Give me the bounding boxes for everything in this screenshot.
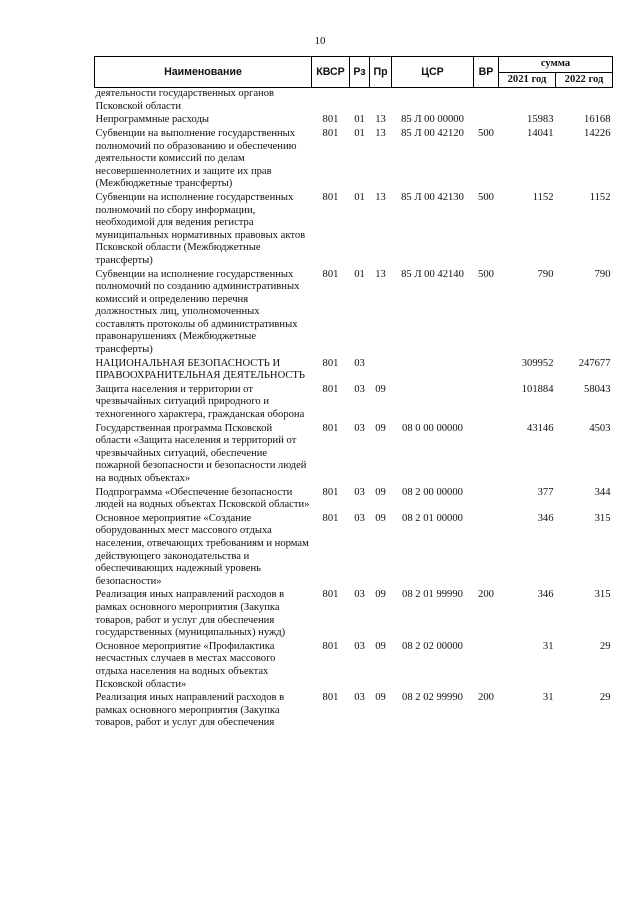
row-csr: 08 2 01 99990 [402, 589, 463, 601]
row-name: Основное мероприятие «Создание оборудованных мест массового отдыха населения, отвечающих требованиям и нормам действующего законодательства и обеспечивающих надежный уровень безопасности» [95, 512, 309, 587]
row-name: Субвенции на исполнение государственных полномочий по созданию административных комиссий и определению перечня должностных лиц, уполномоченных составлять протоколы об административных правонарушениях (Межбюджетные трансферты) [95, 268, 300, 356]
header-csr: ЦСР [392, 57, 474, 88]
row-sum-2022: 14226 [584, 127, 611, 139]
row-kvsr: 801 [322, 422, 339, 434]
table-row [95, 641, 613, 692]
row-pr [370, 358, 392, 384]
row-kvsr: 801 [322, 383, 339, 395]
table-row [95, 423, 613, 487]
table-row [95, 513, 613, 590]
row-pr: 09 [375, 512, 386, 524]
row-rz: 01 [354, 114, 365, 126]
row-sum-2021: 14041 [527, 127, 554, 139]
table-row [95, 192, 613, 269]
row-rz: 01 [354, 268, 365, 280]
row-vr [474, 487, 499, 513]
row-kvsr: 801 [322, 114, 339, 126]
header-rz: Рз [350, 57, 370, 88]
header-vr: ВР [474, 57, 499, 88]
row-pr [370, 88, 392, 115]
page-number: 10 [314, 35, 326, 47]
header-year-2022: 2022 год [556, 72, 613, 88]
header-year-2021: 2021 год [499, 72, 556, 88]
row-name: деятельности государственных органов Псковской области [95, 88, 275, 112]
row-sum-2022: 16168 [584, 114, 611, 126]
row-vr: 200 [478, 692, 494, 704]
header-sum: сумма [499, 57, 613, 73]
row-rz: 03 [354, 692, 365, 704]
row-sum-2021: 43146 [527, 422, 554, 434]
row-rz: 03 [354, 486, 365, 498]
row-sum-2022: 1152 [589, 191, 611, 203]
row-name: Государственная программа Псковской области «Защита населения и территорий от чрезвычайных ситуаций, обеспечение пожарной безопасности и безопасности людей на водных объектах» [95, 422, 307, 484]
row-sum-2021: 346 [537, 512, 554, 524]
row-vr [474, 114, 499, 128]
row-vr [474, 88, 499, 115]
row-sum-2022: 58043 [584, 383, 611, 395]
row-kvsr: 801 [322, 486, 339, 498]
row-pr: 09 [375, 422, 386, 434]
row-csr [392, 88, 474, 115]
row-rz: 03 [354, 357, 365, 369]
row-vr [474, 423, 499, 487]
row-vr: 500 [478, 191, 494, 203]
row-sum-2022: 315 [594, 589, 611, 601]
row-name: Подпрограмма «Обеспечение безопасности людей на водных объектах Псковской области» [95, 486, 310, 511]
table-row [95, 114, 613, 128]
table-row [95, 269, 613, 358]
row-sum-2021: 101884 [521, 383, 554, 395]
row-sum-2021: 309952 [521, 357, 554, 369]
row-kvsr: 801 [322, 357, 339, 369]
row-rz: 01 [354, 191, 365, 203]
row-sum-2022: 790 [594, 268, 611, 280]
table-row [95, 384, 613, 423]
row-sum-2021: 15983 [527, 114, 554, 126]
row-vr [474, 641, 499, 692]
row-csr [392, 384, 474, 423]
row-sum-2021: 31 [542, 692, 554, 704]
row-name: Непрограммные расходы [95, 114, 209, 126]
row-pr: 13 [375, 191, 386, 203]
row-csr: 08 2 00 00000 [402, 486, 463, 498]
row-name: НАЦИОНАЛЬНАЯ БЕЗОПАСНОСТЬ И ПРАВООХРАНИТЕЛЬНАЯ ДЕЯТЕЛЬНОСТЬ [95, 357, 305, 382]
row-rz: 03 [354, 640, 365, 652]
row-kvsr: 801 [322, 589, 339, 601]
row-sum-2022: 315 [594, 512, 611, 524]
row-sum-2021: 1152 [532, 191, 554, 203]
row-kvsr: 801 [322, 640, 339, 652]
row-sum-2021: 31 [542, 640, 554, 652]
table-row [95, 358, 613, 384]
row-sum-2022: 247677 [578, 357, 611, 369]
row-kvsr: 801 [322, 268, 339, 280]
row-csr: 08 0 00 00000 [402, 422, 463, 434]
row-kvsr: 801 [322, 512, 339, 524]
row-csr: 85 Л 00 00000 [401, 114, 464, 126]
table-body [95, 88, 613, 731]
row-vr [474, 513, 499, 590]
row-sum-2022: 29 [599, 692, 611, 704]
row-pr: 09 [375, 486, 386, 498]
row-csr: 08 2 01 00000 [402, 512, 463, 524]
row-rz [350, 88, 370, 115]
row-csr: 08 2 02 99990 [402, 692, 463, 704]
row-sum-2022: 4503 [589, 422, 611, 434]
row-name: Субвенции на выполнение государственных полномочий по образованию и обеспечению деятельности комиссий по делам несовершеннолетних и защите их прав (Межбюджетные трансферты) [95, 127, 297, 190]
row-pr: 09 [375, 589, 386, 601]
row-pr: 13 [375, 114, 386, 126]
row-vr [474, 384, 499, 423]
row-csr: 85 Л 00 42130 [401, 191, 464, 203]
row-rz: 03 [354, 383, 365, 395]
row-csr: 85 Л 00 42140 [401, 268, 464, 280]
row-pr: 13 [375, 127, 386, 139]
row-sum-2022: 29 [599, 640, 611, 652]
row-pr: 13 [375, 268, 386, 280]
row-sum-2021: 346 [537, 589, 554, 601]
row-sum-2021 [499, 88, 556, 115]
header-name: Наименование [95, 57, 312, 88]
row-kvsr: 801 [322, 127, 339, 139]
row-kvsr: 801 [322, 692, 339, 704]
row-name: Основное мероприятие «Профилактика несчастных случаев в местах массового отдыха населения на водных объектах Псковской области» [95, 640, 276, 690]
header-pr: Пр [370, 57, 392, 88]
header-kvsr: КВСР [312, 57, 350, 88]
row-rz: 03 [354, 589, 365, 601]
row-rz: 03 [354, 512, 365, 524]
row-csr: 08 2 02 00000 [402, 640, 463, 652]
row-sum-2022: 344 [594, 486, 611, 498]
row-sum-2022 [556, 88, 613, 115]
row-kvsr: 801 [322, 191, 339, 203]
row-kvsr [312, 88, 350, 115]
row-sum-2021: 377 [537, 486, 554, 498]
row-rz: 03 [354, 422, 365, 434]
table-row [95, 692, 613, 731]
row-csr: 85 Л 00 42120 [401, 127, 464, 139]
row-vr: 500 [478, 127, 494, 139]
table-row [95, 589, 613, 640]
budget-table [94, 56, 613, 731]
table-row [95, 88, 613, 115]
row-name: Реализация иных направлений расходов в рамках основного мероприятия (Закупка товаров, работ и услуг для обеспечения [95, 692, 285, 729]
row-rz: 01 [354, 127, 365, 139]
table-row [95, 487, 613, 513]
row-sum-2021: 790 [537, 268, 554, 280]
row-pr: 09 [375, 383, 386, 395]
table-header [95, 57, 613, 88]
row-name: Реализация иных направлений расходов в рамках основного мероприятия (Закупка товаров, работ и услуг для обеспечения государственных (муниципальных) нужд) [95, 589, 286, 639]
row-pr: 09 [375, 640, 386, 652]
row-vr: 500 [478, 268, 494, 280]
table-row [95, 128, 613, 192]
row-csr [392, 358, 474, 384]
row-vr [474, 358, 499, 384]
row-name: Субвенции на исполнение государственных полномочий по сбору информации, необходимой для ведения регистра муниципальных нормативных правовых актов Псковской области (Межбюджетные трансферты) [95, 191, 306, 266]
row-vr: 200 [478, 589, 494, 601]
row-pr: 09 [375, 692, 386, 704]
row-name: Защита населения и территории от чрезвычайных ситуаций природного и техногенного характера, гражданская оборона [95, 383, 305, 421]
